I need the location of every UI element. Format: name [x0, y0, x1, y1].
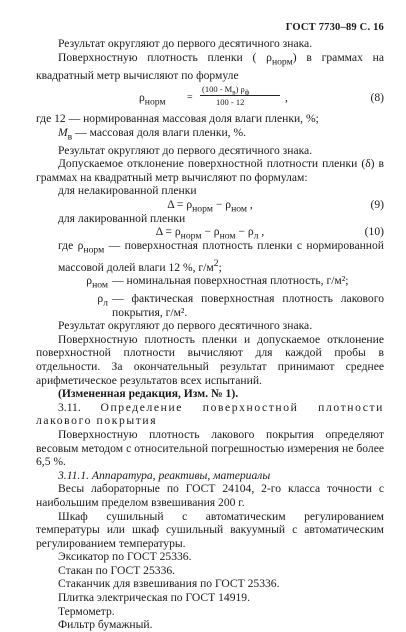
paragraph: Поверхностную плотность пленки ( $\rho_{норм}$) в граммах на квадратный метр вычисляют по формуле [36, 50, 385, 82]
paragraph: где 12 — нормированная массовая доля влаги пленки, %; [36, 112, 319, 126]
formula-number: (8) [370, 91, 384, 105]
paragraph: Поверхностную плотность пленки и допускаемое отклонение поверхностной плотности вычисляют для каждой пробы в отдельности. За окончательный результат принимают среднее арифметическое результатов всех испытаний. [36, 332, 384, 387]
definition: $\rho_л$ — фактическая поверхностная плотность лакового покрытия, г/м². [97, 292, 384, 319]
paragraph: Поверхностную плотность лакового покрытия определяют весовым методом с относительной погрешностью измерения не более 6,5 %. [36, 427, 384, 469]
definitions [36, 239, 384, 319]
page-header: ГОСТ 7730–89 С. 16 [285, 22, 384, 33]
paragraph: $M_в$ — массовая доля влаги пленки, %. [58, 125, 247, 142]
paragraph: Результат округляют до первого десятичного знака. [58, 37, 313, 50]
list-item: Фильтр бумажный. [58, 618, 153, 632]
formula-10: $\Delta = \rho_{норм} - \rho_{ном} - \rho_л$ , (10) [155, 225, 384, 242]
definition: $\rho_{ном}$ — номинальная поверхностная плотность, г/м²; [86, 274, 349, 291]
formula-9: $\Delta = \rho_{норм} - \rho_{ном}$ , (9) [167, 197, 384, 215]
section-heading: 3.11. Определение поверхностной плотности лакового покрытия [36, 400, 384, 428]
page-body [36, 37, 384, 632]
list-item: Стакан по ГОСТ 25336. [58, 563, 176, 577]
paragraph: для лакированной пленки [58, 211, 186, 225]
paragraph: Результат округляют до первого десятичного знака. [58, 143, 313, 157]
paragraph: Весы лабораторные по ГОСТ 24104, 2-го класса точности с наибольшим пределом взвешивания 200 г. [36, 482, 384, 509]
amendment-note: (Измененная редакция, Изм. № 1). [58, 387, 239, 401]
formula-number: (10) [364, 225, 384, 239]
list-item: Стаканчик для взвешивания по ГОСТ 25336. [58, 577, 280, 591]
list-item: Термометр. [58, 604, 115, 618]
formula-number: (9) [370, 197, 384, 211]
paragraph: для нелакированной пленки [58, 184, 197, 198]
formula-8: $\rho_{норм}$ = $(100 - M_в)$ $\rho_ф$ 100 - 12 , (8) [139, 84, 384, 108]
subsection-heading: 3.11.1. Аппаратура, реактивы, материалы [58, 468, 271, 482]
paragraph: Допускаемое отклонение поверхностной плотности пленки (δ) в граммах на квадратный метр вычисляют по формулам: [36, 157, 384, 184]
list-item: Эксикатор по ГОСТ 25336. [58, 550, 192, 564]
list-item: Плитка электрическая по ГОСТ 14919. [58, 591, 250, 605]
definition: где $\rho_{норм}$ — поверхностная плотность пленки с нормированной массовой долей влаги 12 %, $г/м^2$; [58, 238, 384, 274]
paragraph: Шкаф сушильный с автоматическим регулированием температуры или шкаф сушильный вакуумный с автоматическим регулированием температуры. [36, 509, 384, 550]
paragraph: Результат округляют до первого десятичного знака. [58, 319, 313, 333]
